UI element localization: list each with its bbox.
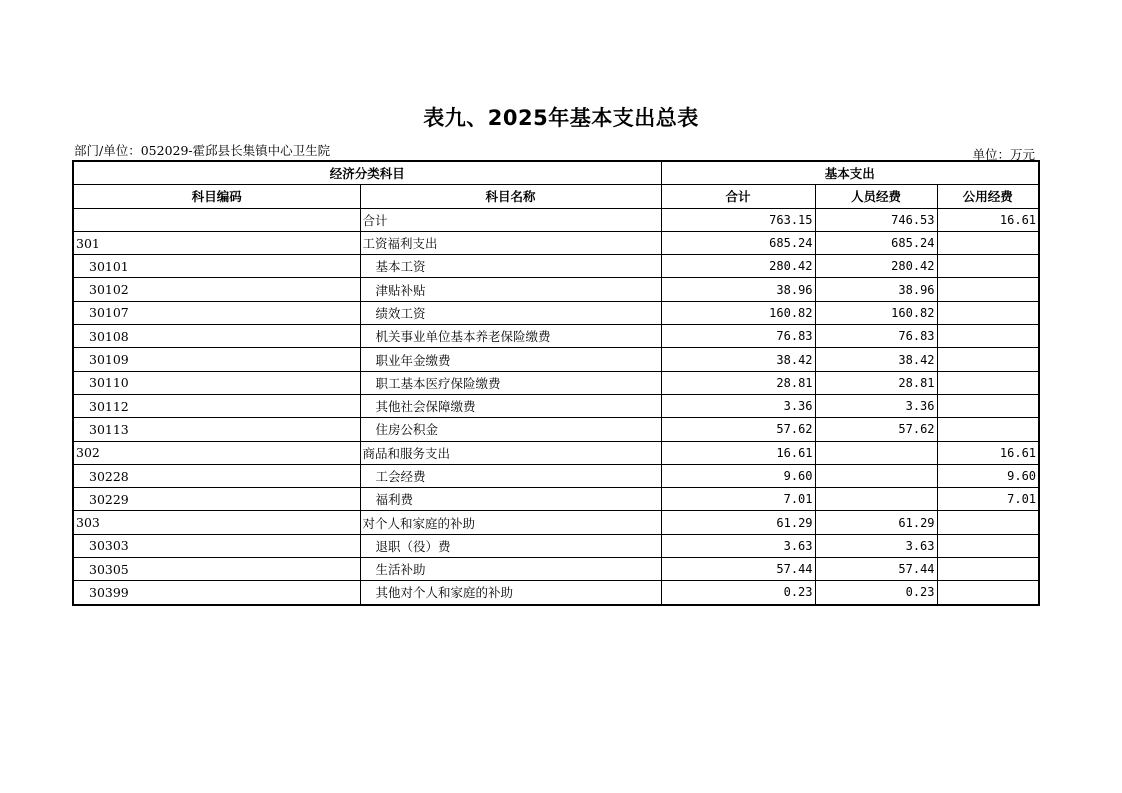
cell-subject-code	[73, 208, 360, 231]
unit-label: 单位：万元	[972, 147, 1035, 162]
cell-public-expense	[937, 348, 1039, 371]
cell-subject-name: 绩效工资	[360, 301, 661, 324]
cell-subject-name: 其他社会保障缴费	[360, 394, 661, 417]
cell-subject-code: 30101	[73, 255, 360, 278]
cell-subject-code: 30303	[73, 534, 360, 557]
table-row	[73, 255, 1039, 278]
cell-personnel-expense: 28.81	[815, 371, 937, 394]
table-row	[73, 418, 1039, 441]
cell-total: 61.29	[661, 511, 815, 534]
cell-personnel-expense	[815, 464, 937, 487]
cell-personnel-expense	[815, 441, 937, 464]
table-row	[73, 581, 1039, 605]
cell-personnel-expense	[815, 488, 937, 511]
cell-subject-name: 工会经费	[360, 464, 661, 487]
cell-personnel-expense: 38.96	[815, 278, 937, 301]
table-row	[73, 371, 1039, 394]
cell-subject-code: 30113	[73, 418, 360, 441]
cell-subject-name: 其他对个人和家庭的补助	[360, 581, 661, 605]
cell-public-expense	[937, 371, 1039, 394]
cell-public-expense: 16.61	[937, 441, 1039, 464]
cell-subject-code: 302	[73, 441, 360, 464]
cell-subject-name: 生活补助	[360, 558, 661, 581]
header-basic-expenditure: 基本支出	[661, 161, 1039, 185]
header-public-expense: 公用经费	[937, 185, 1039, 208]
header-economic-category: 经济分类科目	[73, 161, 661, 185]
cell-subject-code: 30112	[73, 394, 360, 417]
cell-subject-code: 30399	[73, 581, 360, 605]
table-row	[73, 488, 1039, 511]
cell-personnel-expense: 57.44	[815, 558, 937, 581]
table-row	[73, 534, 1039, 557]
cell-personnel-expense: 280.42	[815, 255, 937, 278]
cell-subject-code: 30229	[73, 488, 360, 511]
cell-personnel-expense: 746.53	[815, 208, 937, 231]
cell-subject-name: 合计	[360, 208, 661, 231]
cell-subject-name: 职工基本医疗保险缴费	[360, 371, 661, 394]
cell-total: 57.44	[661, 558, 815, 581]
table-row	[73, 348, 1039, 371]
header-group-row	[73, 161, 1039, 185]
table-row	[73, 511, 1039, 534]
cell-subject-code: 30110	[73, 371, 360, 394]
cell-subject-name: 福利费	[360, 488, 661, 511]
cell-total: 9.60	[661, 464, 815, 487]
header-subject-code: 科目编码	[73, 185, 360, 208]
cell-subject-code: 30305	[73, 558, 360, 581]
cell-public-expense	[937, 278, 1039, 301]
cell-public-expense	[937, 558, 1039, 581]
table-row	[73, 464, 1039, 487]
cell-public-expense	[937, 255, 1039, 278]
cell-subject-code: 30107	[73, 301, 360, 324]
table-row	[73, 278, 1039, 301]
cell-subject-code: 30109	[73, 348, 360, 371]
cell-personnel-expense: 57.62	[815, 418, 937, 441]
cell-public-expense	[937, 511, 1039, 534]
cell-personnel-expense: 160.82	[815, 301, 937, 324]
cell-total: 3.36	[661, 394, 815, 417]
cell-public-expense	[937, 581, 1039, 605]
cell-total: 280.42	[661, 255, 815, 278]
cell-public-expense: 7.01	[937, 488, 1039, 511]
cell-total: 57.62	[661, 418, 815, 441]
department-label: 部门/单位：052029-霍邱县长集镇中心卫生院	[74, 143, 331, 158]
cell-subject-name: 对个人和家庭的补助	[360, 511, 661, 534]
cell-total: 160.82	[661, 301, 815, 324]
cell-total: 16.61	[661, 441, 815, 464]
cell-total: 28.81	[661, 371, 815, 394]
cell-subject-code: 301	[73, 231, 360, 254]
cell-public-expense	[937, 231, 1039, 254]
cell-total: 38.96	[661, 278, 815, 301]
table-row	[73, 325, 1039, 348]
cell-total: 38.42	[661, 348, 815, 371]
cell-personnel-expense: 76.83	[815, 325, 937, 348]
cell-total: 0.23	[661, 581, 815, 605]
cell-total: 3.63	[661, 534, 815, 557]
cell-subject-code: 30102	[73, 278, 360, 301]
cell-public-expense	[937, 534, 1039, 557]
header-column-row	[73, 185, 1039, 208]
cell-total: 7.01	[661, 488, 815, 511]
basic-expenditure-table	[72, 160, 1040, 606]
cell-public-expense	[937, 325, 1039, 348]
page-title: 表九、2025年基本支出总表	[423, 106, 699, 130]
cell-subject-name: 职业年金缴费	[360, 348, 661, 371]
table-row	[73, 301, 1039, 324]
table-row	[73, 208, 1039, 231]
cell-total: 685.24	[661, 231, 815, 254]
cell-subject-code: 30228	[73, 464, 360, 487]
cell-personnel-expense: 38.42	[815, 348, 937, 371]
cell-total: 763.15	[661, 208, 815, 231]
table-row	[73, 394, 1039, 417]
cell-total: 76.83	[661, 325, 815, 348]
cell-public-expense	[937, 394, 1039, 417]
cell-personnel-expense: 3.63	[815, 534, 937, 557]
cell-subject-name: 津贴补贴	[360, 278, 661, 301]
cell-personnel-expense: 0.23	[815, 581, 937, 605]
cell-subject-name: 退职（役）费	[360, 534, 661, 557]
cell-personnel-expense: 3.36	[815, 394, 937, 417]
table-row	[73, 441, 1039, 464]
header-personnel-expense: 人员经费	[815, 185, 937, 208]
table-body	[73, 208, 1039, 605]
cell-subject-code: 30108	[73, 325, 360, 348]
cell-subject-name: 商品和服务支出	[360, 441, 661, 464]
cell-subject-name: 基本工资	[360, 255, 661, 278]
table-row	[73, 231, 1039, 254]
cell-public-expense: 9.60	[937, 464, 1039, 487]
header-total: 合计	[661, 185, 815, 208]
cell-public-expense	[937, 301, 1039, 324]
cell-subject-name: 住房公积金	[360, 418, 661, 441]
cell-public-expense: 16.61	[937, 208, 1039, 231]
header-subject-name: 科目名称	[360, 185, 661, 208]
table-row	[73, 558, 1039, 581]
cell-personnel-expense: 61.29	[815, 511, 937, 534]
cell-public-expense	[937, 418, 1039, 441]
cell-subject-code: 303	[73, 511, 360, 534]
cell-subject-name: 机关事业单位基本养老保险缴费	[360, 325, 661, 348]
cell-personnel-expense: 685.24	[815, 231, 937, 254]
cell-subject-name: 工资福利支出	[360, 231, 661, 254]
